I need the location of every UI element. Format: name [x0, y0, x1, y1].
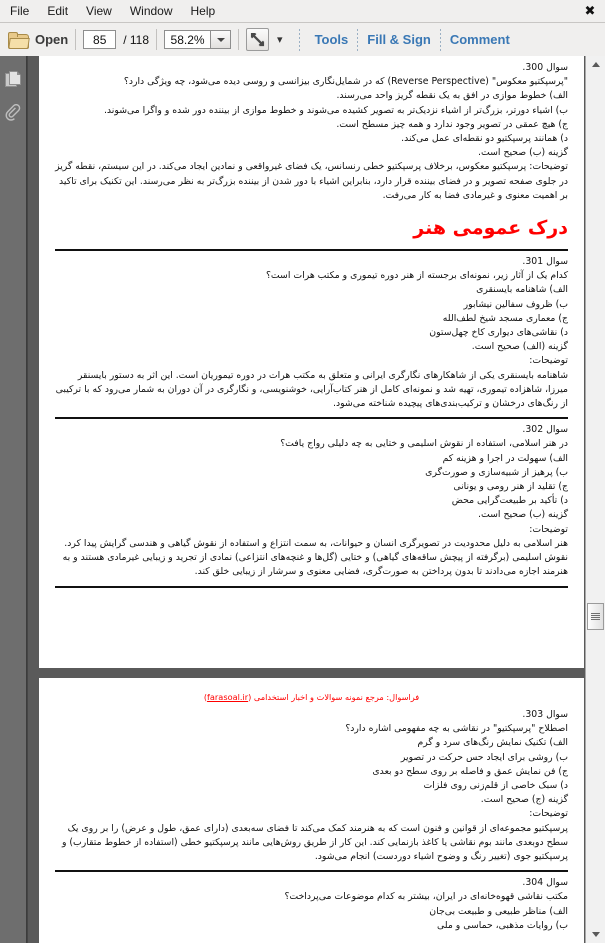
question-304-stem: مکتب نقاشی قهوه‌خانه‌ای در ایران، بیشتر به کدام موضوعات می‌پرداخت؟	[284, 891, 568, 903]
triangle-up-icon	[592, 62, 600, 67]
pdf-page-85	[39, 56, 584, 668]
pages-icon	[5, 71, 21, 87]
scroll-down-button[interactable]	[587, 926, 604, 943]
question-300-option-c: ج) هیچ عمقی در تصویر وجود ندارد و همه چیز مسطح است.	[336, 118, 568, 130]
zoom-level-input[interactable]: 58.2%	[164, 30, 211, 49]
question-302-option-c: ج) تقلید از هنر رومی و یونانی	[453, 481, 568, 493]
question-302-option-d: د) تأکید بر طبیعت‌گرایی محض	[451, 495, 568, 507]
page-thumbnails-button[interactable]	[2, 66, 24, 92]
menu-bar	[0, 0, 605, 23]
question-300-block	[55, 56, 568, 203]
toolbar-separator-3	[238, 29, 239, 50]
open-button-label: Open	[35, 32, 69, 47]
question-303-option-c: ج) فن نمایش عمق و فاصله بر روی سطح دو بعدی	[372, 765, 568, 777]
question-300-number: سوال 300.	[522, 62, 568, 73]
open-button[interactable]	[0, 32, 68, 48]
page-separator	[28, 668, 585, 678]
toolbar-overflow-button[interactable]: ▾	[277, 33, 283, 46]
question-302-explanation-label: توضیحات:	[529, 523, 568, 535]
toolbar-separator-5	[357, 29, 358, 51]
question-302-stem: در هنر اسلامی، استفاده از نقوش اسلیمی و ختایی به چه دلیلی رواج یافت؟	[280, 438, 568, 450]
comment-button[interactable]: Comment	[449, 32, 510, 47]
question-301-option-b: ب) ظروف سفالین نیشابور	[463, 298, 568, 310]
question-300-explanation: توضیحات: پرسپکتیو معکوس، برخلاف پرسپکتیو خطی رنسانس، یک فضای غیرواقعی و نمادین ایجاد می‌کند. در این سیستم، نقطه گریز در جلوی صفحه تصویر و در فضای بیننده قرار دارد، بنابراین اشیاء با دور شدن از بیننده بزرگ‌تر به نظر می‌رسند. این تکنیک برای تاکید بر اهمیت معنوی و غیرمادی فضا به کار می‌رفت.	[55, 161, 568, 201]
menu-item-view[interactable]: View	[86, 4, 112, 18]
triangle-down-icon	[592, 932, 600, 937]
folder-open-icon	[8, 32, 28, 48]
attachments-button[interactable]	[2, 100, 24, 126]
question-302-option-b: ب) پرهیز از شبیه‌سازی و صورت‌گری	[425, 466, 568, 478]
scrollbar-thumb[interactable]	[587, 603, 604, 630]
question-301-explanation: شاهنامه بایسنقری یکی از شاهکارهای نگارگری ایرانی و متعلق به مکتب هرات در دوره تیموریان است. این اثر به دستور بایسنقر میرزا، شاهزاده تیموری، تهیه شد و نمونه‌ای کامل از هنر کتاب‌آرایی، خوشنویسی، و نگارگری در آن دوران به شمار می‌رود که با ترکیبی از رنگ‌های درخشان و ترکیب‌بندی‌های پیچیده شناخته می‌شود.	[55, 369, 568, 410]
chevron-down-icon	[217, 38, 225, 42]
toolbar-separator-1	[75, 29, 76, 50]
question-303-option-a: الف) تکنیک نمایش رنگ‌های سرد و گرم	[417, 737, 568, 749]
watermark-suffix: )	[203, 692, 208, 702]
main-area	[0, 56, 605, 943]
question-300-option-d: د) همانند پرسپکتیو دو نقطه‌ای عمل می‌کند.	[401, 133, 568, 145]
watermark-link[interactable]: farasoal.ir	[207, 692, 249, 702]
question-304-block	[55, 876, 568, 933]
question-300-stem: "پرسپکتیو معکوس" (Reverse Perspective) که در شمایل‌نگاری بیزانسی و روسی دیده می‌شود، چه ویژگی دارد؟	[123, 76, 568, 88]
toolbar-separator-2	[156, 29, 157, 50]
navigation-pane	[0, 56, 27, 943]
question-303-option-d: د) سبک خاصی از قلم‌زنی روی فلزات	[423, 780, 568, 792]
section-title-art: درک عمومی هنر	[413, 217, 568, 240]
question-303-option-b: ب) روشی برای ایجاد حس حرکت در تصویر	[400, 751, 568, 763]
menu-item-help[interactable]: Help	[190, 4, 216, 18]
scroll-up-button[interactable]	[587, 56, 604, 73]
page-number-input[interactable]: 85	[83, 30, 116, 49]
question-300-answer: گزینه (ب) صحیح است.	[478, 147, 568, 159]
question-303-block	[55, 708, 568, 864]
question-304-option-a: الف) مناظر طبیعی و طبیعت بی‌جان	[429, 905, 568, 917]
question-303-answer: گزینه (ج) صحیح است.	[480, 794, 568, 806]
toolbar-separator-6	[440, 29, 441, 51]
question-303-explanation-label: توضیحات:	[529, 808, 568, 820]
fill-and-sign-button[interactable]: Fill & Sign	[367, 32, 431, 47]
vertical-scrollbar[interactable]	[585, 56, 605, 943]
question-302-explanation: هنر اسلامی به دلیل محدودیت در تصویرگری انسان و حیوانات، به سمت انتزاع و استفاده از نقوش گیاهی و هندسی گرایش پیدا کرد. نقوش اسلیمی (برگرفته از پیچش ساقه‌های گیاهی) و ختایی (گل‌ها و غنچه‌های انتزاعی) نمادی از تجرید و زیبایی غیرمادی هستند و به هنرمند اجازه می‌دادند تا بدون پرداختن به صورت‌گری، فضایی معنوی و سرشار از زیبایی خلق کند.	[62, 537, 568, 578]
question-303-stem: اصطلاح "پرسپکتیو" در نقاشی به چه مفهومی اشاره دارد؟	[345, 723, 568, 735]
divider-1	[55, 249, 568, 251]
fit-page-icon	[250, 32, 265, 47]
question-301-option-a: الف) شاهنامه بایسنقری	[476, 284, 568, 296]
scrollbar-track[interactable]	[586, 73, 605, 926]
question-301-answer: گزینه (الف) صحیح است.	[471, 341, 568, 353]
tools-button[interactable]: Tools	[314, 32, 349, 47]
menu-item-window[interactable]: Window	[129, 4, 173, 18]
question-300-option-a: الف) خطوط موازی در افق به یک نقطه گریز واحد می‌رسند.	[336, 90, 568, 102]
question-301-stem: کدام یک از آثار زیر، نمونه‌ای برجسته از هنر دوره تیموری و مکتب هرات است؟	[265, 270, 568, 282]
menu-item-edit[interactable]: Edit	[47, 4, 69, 18]
divider-3	[55, 586, 568, 588]
menu-item-file[interactable]: File	[10, 4, 30, 18]
question-302-answer: گزینه (ب) صحیح است.	[478, 509, 568, 521]
watermark-source-note	[55, 678, 568, 708]
zoom-dropdown-button[interactable]	[211, 30, 231, 49]
scroll-thumb-grip-icon	[591, 613, 600, 620]
paperclip-icon	[5, 104, 21, 122]
question-301-block	[55, 255, 568, 411]
question-300-option-b: ب) اشیاء دورتر، بزرگ‌تر از اشیاء نزدیک‌تر به تصویر کشیده می‌شوند و خطوط موازی از بیننده دور شده و واگرا می‌شوند.	[103, 104, 568, 116]
question-302-option-a: الف) سهولت در اجرا و هزینه کم	[442, 452, 568, 464]
watermark-prefix: فراسوال: مرجع نمونه سوالات و اخبار استخدامی (	[248, 692, 420, 702]
question-301-option-c: ج) معماری مسجد شیخ لطف‌الله	[442, 312, 568, 324]
question-303-explanation: پرسپکتیو مجموعه‌ای از قوانین و فنون است که به هنرمند کمک می‌کند تا فضای سه‌بعدی (دارای عمق، طول و عرض) را بر روی یک سطح دوبعدی مانند بوم نقاشی یا کاغذ بازنمایی کند. این کار از طریق روش‌هایی مانند پرسپکتیو خطی (استفاده از خطوط متقارب) و پرسپکتیو جوی (تغییر رنگ و وضوح اشیاء دوردست) انجام می‌شود.	[61, 822, 568, 863]
question-301-explanation-label: توضیحات:	[529, 355, 568, 367]
question-301-option-d: د) نقاشی‌های دیواری کاخ چهل‌ستون	[429, 327, 568, 339]
question-303-number: سوال 303.	[522, 709, 568, 720]
divider-2	[55, 417, 568, 419]
question-304-number: سوال 304.	[522, 877, 568, 889]
fit-page-button[interactable]	[246, 28, 269, 51]
document-viewport[interactable]	[27, 56, 585, 943]
question-304-option-b: ب) روایات مذهبی، حماسی و ملی	[437, 919, 568, 931]
question-301-number: سوال 301.	[522, 256, 568, 268]
page-total-label: / 118	[123, 32, 150, 47]
close-icon[interactable]: ✖	[584, 3, 596, 18]
question-302-number: سوال 302.	[522, 424, 568, 436]
toolbar-separator-4	[299, 29, 300, 51]
divider-4	[55, 870, 568, 872]
toolbar	[0, 23, 605, 57]
question-302-block	[55, 423, 568, 579]
pdf-page-86	[39, 678, 584, 943]
